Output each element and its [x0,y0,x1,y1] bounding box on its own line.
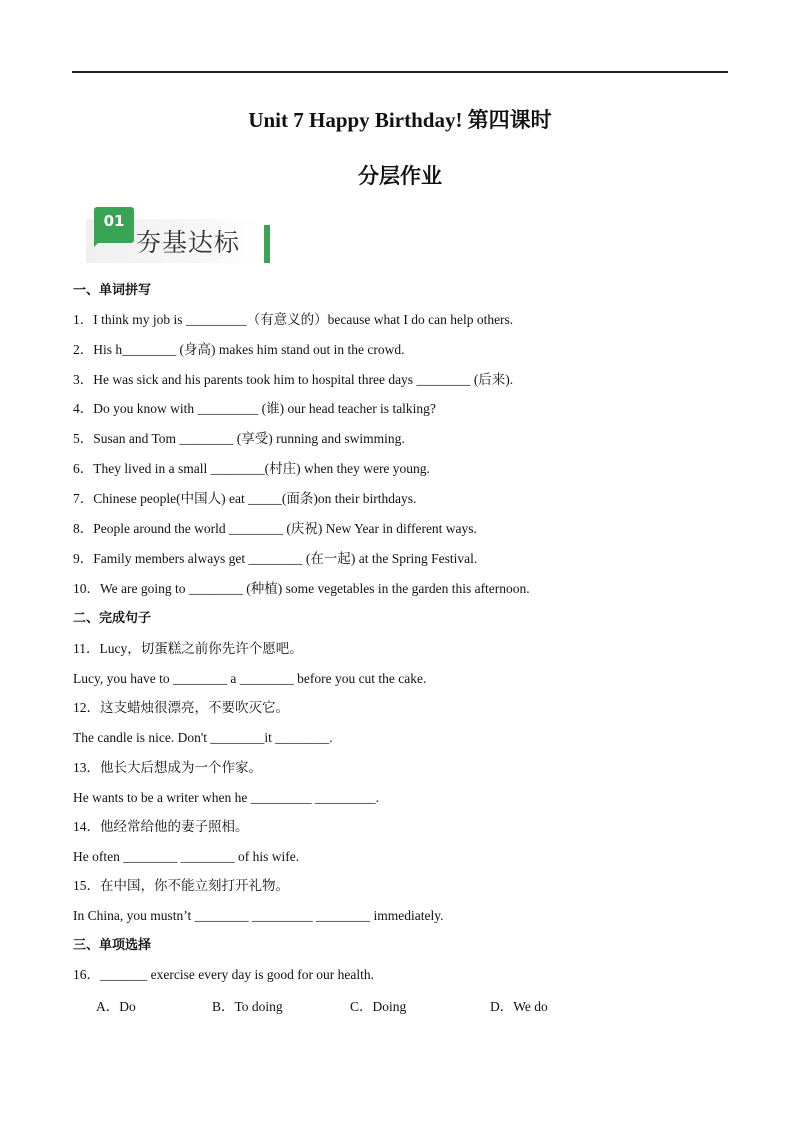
question-14-prompt: 14．他经常给他的妻子照相。 [73,819,249,834]
question-8: 8．People around the world ________ (庆祝) New Year in different ways. [73,521,477,536]
section-heading-choice: 三、单项选择 [73,938,152,953]
question-3: 3．He was sick and his parents took him to hospital three days ________ (后来). [73,372,514,387]
question-1: 1．I think my job is _________（有意义的）because what I do can help others. [73,312,514,327]
option-b: B．To doing [212,999,283,1014]
question-14-sentence: He often ________ ________ of his wife. [73,849,300,864]
section-heading-sentences: 二、完成句子 [73,611,152,626]
question-15-sentence: In China, you mustn’t ________ _________ ________ immediately. [73,908,444,923]
question-2: 2．His h________ (身高) makes him stand out in the crowd. [73,342,405,357]
badge-label: 夯基达标 [136,228,241,257]
question-12-prompt: 12．这支蜡烛很漂亮，不要吹灭它。 [73,700,289,715]
page-subtitle: 分层作业 [358,164,442,188]
question-10: 10．We are going to ________ (种植) some vegetables in the garden this afternoon. [73,581,530,596]
option-c: C．Doing [350,999,407,1014]
badge-bar [264,225,270,263]
question-4: 4．Do you know with _________ (谁) our head teacher is talking? [73,401,436,416]
question-11-prompt: 11．Lucy，切蛋糕之前你先许个愿吧。 [73,641,303,656]
question-13-sentence: He wants to be a writer when he _________ _________. [73,790,379,805]
badge-corner-icon [94,237,104,247]
question-9: 9．Family members always get ________ (在一起) at the Spring Festival. [73,551,478,566]
question-5: 5．Susan and Tom ________ (享受) running and swimming. [73,431,405,446]
question-12-sentence: The candle is nice. Don't ________it ________. [73,730,333,745]
question-16: 16．_______ exercise every day is good for our health. [73,967,375,982]
badge-number: 01 [94,207,134,243]
section-heading-spelling: 一、单词拼写 [73,283,152,298]
question-13-prompt: 13．他长大后想成为一个作家。 [73,760,262,775]
question-11-sentence: Lucy, you have to ________ a ________ before you cut the cake. [73,671,427,686]
option-a: A．Do [96,999,136,1014]
option-d: D．We do [490,999,548,1014]
page-title: Unit 7 Happy Birthday! 第四课时 [248,108,552,132]
header-rule [72,71,728,73]
section-badge [86,207,276,265]
question-15-prompt: 15．在中国，你不能立刻打开礼物。 [73,878,289,893]
question-7: 7．Chinese people(中国人) eat _____(面条)on their birthdays. [73,491,417,506]
question-6: 6．They lived in a small ________(村庄) when they were young. [73,461,430,476]
